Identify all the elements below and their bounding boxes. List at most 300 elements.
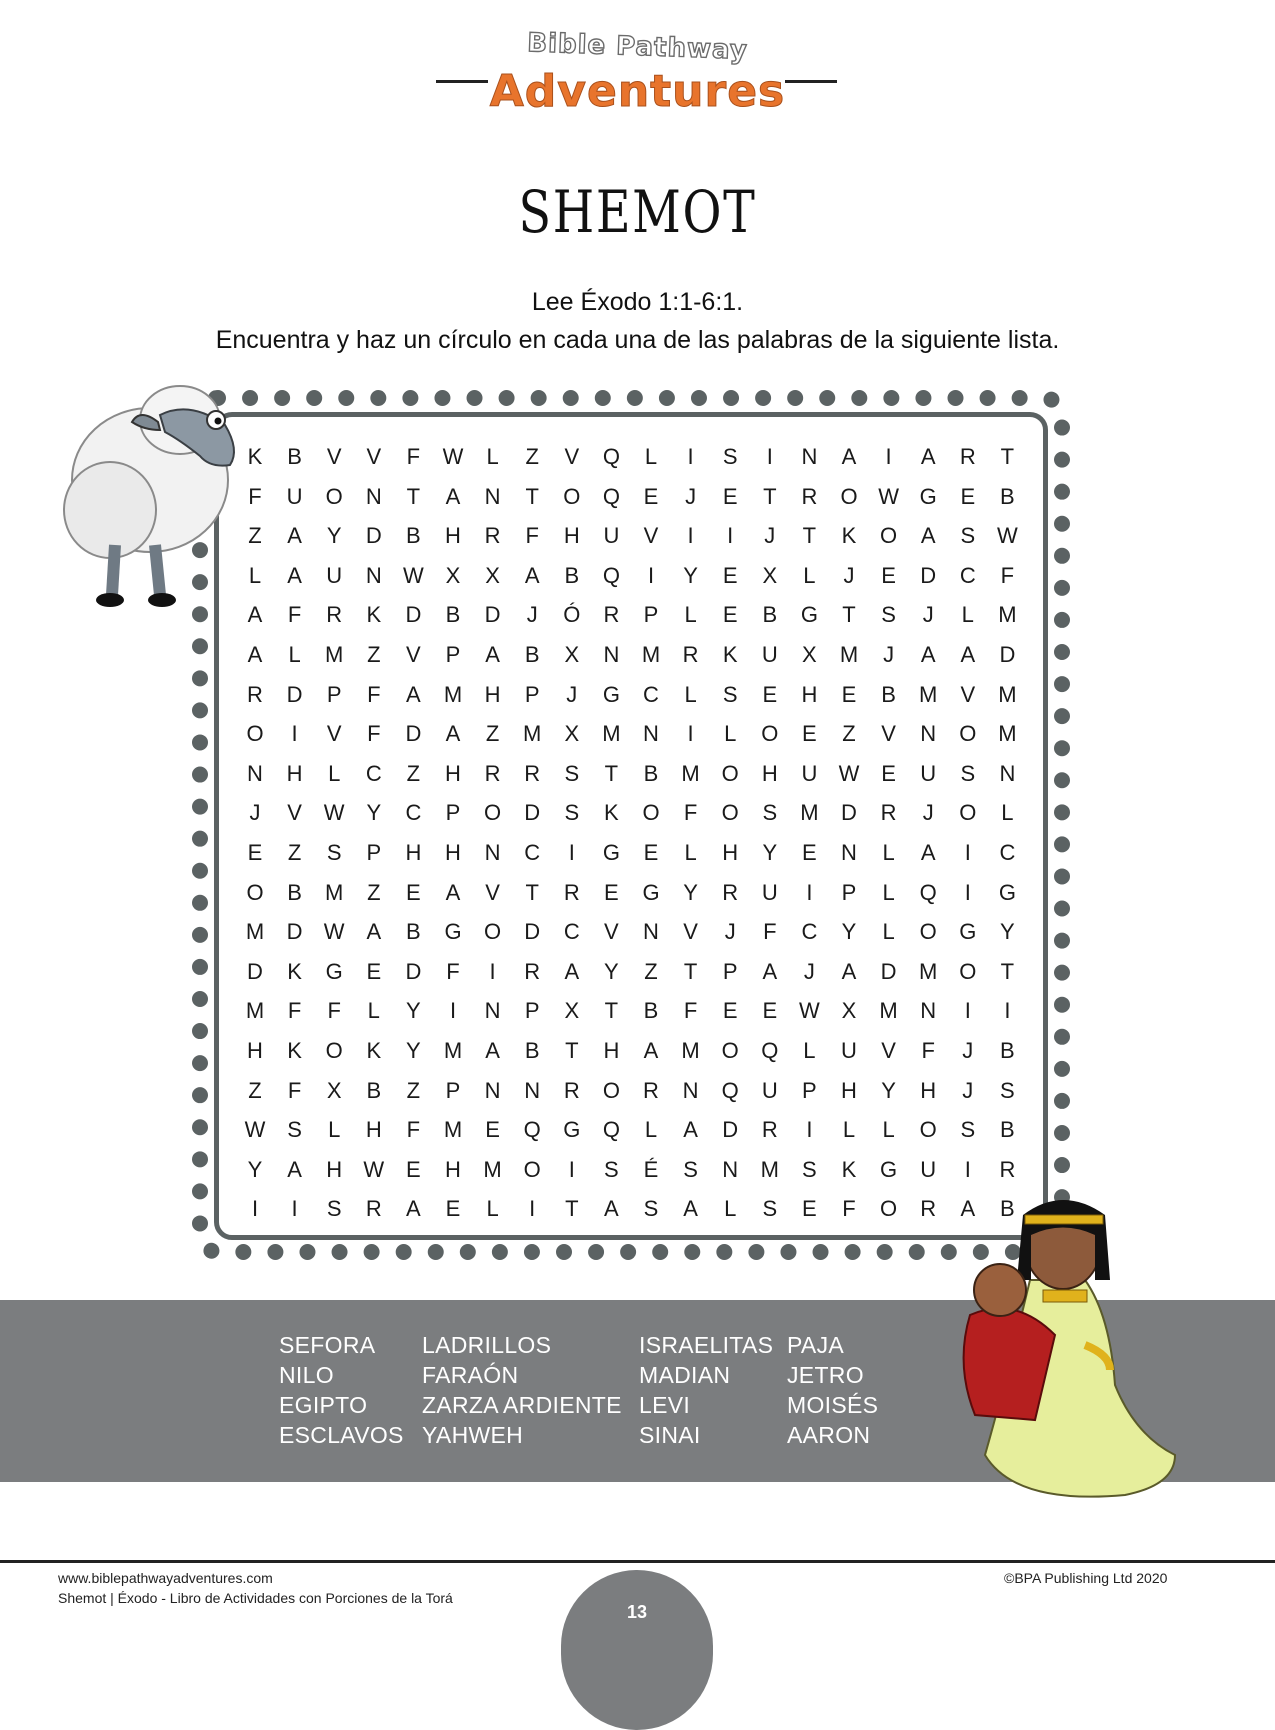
grid-letter[interactable]: K — [247, 444, 263, 469]
grid-letter[interactable]: X — [802, 642, 817, 667]
grid-letter[interactable]: L — [367, 998, 380, 1024]
grid-letter[interactable]: L — [724, 1196, 737, 1222]
grid-letter[interactable]: P — [524, 681, 540, 707]
grid-letter[interactable]: L — [248, 562, 262, 588]
grid-letter[interactable]: X — [564, 998, 580, 1024]
grid-letter[interactable]: Z — [406, 1077, 421, 1103]
grid-letter[interactable]: O — [880, 523, 898, 549]
grid-letter[interactable]: H — [484, 681, 501, 707]
grid-letter[interactable]: R — [247, 681, 263, 707]
grid-letter[interactable]: R — [524, 760, 541, 786]
grid-letter[interactable]: B — [1000, 1038, 1015, 1063]
grid-letter[interactable]: K — [841, 523, 857, 549]
grid-letter[interactable]: S — [960, 523, 976, 549]
grid-letter[interactable]: C — [524, 840, 541, 865]
grid-letter[interactable]: L — [644, 1117, 658, 1143]
grid-letter[interactable]: B — [445, 602, 461, 628]
grid-letter[interactable]: V — [406, 642, 421, 667]
grid-letter[interactable]: Z — [367, 642, 381, 667]
grid-letter[interactable]: T — [683, 958, 698, 984]
grid-letter[interactable]: A — [406, 1196, 421, 1222]
grid-letter[interactable]: M — [325, 642, 344, 667]
grid-letter[interactable]: E — [722, 602, 738, 628]
grid-letter[interactable]: K — [287, 958, 302, 984]
grid-letter[interactable]: N — [841, 840, 857, 865]
grid-letter[interactable]: S — [326, 1196, 342, 1222]
grid-letter[interactable]: C — [405, 800, 422, 826]
grid-letter[interactable]: X — [564, 642, 580, 667]
grid-letter[interactable]: D — [286, 681, 303, 707]
grid-letter[interactable]: E — [485, 1117, 500, 1143]
grid-letter[interactable]: S — [683, 1156, 698, 1182]
grid-letter[interactable]: B — [287, 444, 302, 469]
grid-letter[interactable]: E — [643, 840, 659, 865]
grid-letter[interactable]: T — [802, 523, 817, 549]
grid-letter[interactable]: R — [484, 760, 501, 786]
grid-letter[interactable]: F — [287, 602, 302, 628]
grid-letter[interactable]: Q — [602, 562, 620, 588]
grid-letter[interactable]: S — [762, 800, 778, 826]
grid-letter[interactable]: G — [800, 602, 818, 628]
grid-letter[interactable]: M — [245, 998, 265, 1024]
grid-letter[interactable]: F — [446, 958, 460, 984]
grid-letter[interactable]: X — [326, 1077, 342, 1103]
grid-letter[interactable]: R — [722, 879, 739, 905]
grid-letter[interactable]: A — [445, 721, 461, 747]
grid-letter[interactable]: A — [920, 642, 936, 667]
grid-letter[interactable]: S — [802, 1156, 817, 1182]
grid-letter[interactable]: Y — [366, 800, 382, 826]
grid-letter[interactable]: M — [245, 919, 265, 945]
grid-letter[interactable]: Z — [406, 760, 421, 786]
grid-letter[interactable]: A — [524, 562, 540, 588]
grid-letter[interactable]: M — [443, 1117, 463, 1143]
grid-letter[interactable]: R — [563, 879, 580, 905]
grid-letter[interactable]: I — [568, 1156, 575, 1182]
grid-letter[interactable]: H — [445, 1156, 461, 1182]
grid-letter[interactable]: Z — [367, 879, 381, 905]
grid-letter[interactable]: O — [484, 919, 502, 945]
grid-letter[interactable]: H — [247, 1038, 263, 1063]
grid-letter[interactable]: L — [328, 760, 341, 786]
grid-letter[interactable]: D — [920, 562, 937, 588]
grid-letter[interactable]: V — [881, 721, 896, 747]
grid-letter[interactable]: V — [326, 444, 342, 469]
grid-letter[interactable]: N — [484, 840, 501, 865]
grid-letter[interactable]: B — [564, 562, 580, 588]
grid-letter[interactable]: U — [286, 483, 303, 509]
grid-letter[interactable]: L — [644, 444, 658, 469]
grid-letter[interactable]: I — [687, 721, 694, 747]
grid-letter[interactable]: I — [687, 523, 694, 549]
grid-letter[interactable]: R — [643, 1077, 659, 1103]
grid-letter[interactable]: R — [603, 602, 620, 628]
grid-letter[interactable]: A — [762, 958, 778, 984]
grid-letter[interactable]: Y — [326, 523, 342, 549]
grid-letter[interactable]: K — [366, 602, 382, 628]
grid-letter[interactable]: A — [841, 958, 857, 984]
grid-letter[interactable]: F — [248, 483, 262, 509]
grid-letter[interactable]: I — [568, 840, 575, 865]
grid-letter[interactable]: H — [841, 1077, 857, 1103]
grid-letter[interactable]: J — [843, 562, 855, 588]
grid-letter[interactable]: B — [1000, 1117, 1015, 1143]
grid-letter[interactable]: Ó — [563, 602, 581, 628]
grid-letter[interactable]: P — [722, 958, 738, 984]
grid-letter[interactable]: S — [643, 1196, 659, 1222]
grid-letter[interactable]: Z — [287, 840, 302, 865]
grid-letter[interactable]: L — [882, 919, 895, 945]
grid-letter[interactable]: M — [919, 958, 938, 984]
grid-letter[interactable]: Y — [762, 840, 778, 865]
grid-letter[interactable]: A — [841, 444, 857, 469]
grid-letter[interactable]: S — [960, 760, 976, 786]
grid-letter[interactable]: O — [721, 1038, 739, 1063]
grid-letter[interactable]: B — [643, 760, 659, 786]
grid-letter[interactable]: E — [841, 681, 857, 707]
grid-letter[interactable]: Z — [842, 721, 856, 747]
grid-letter[interactable]: W — [997, 523, 1018, 549]
grid-letter[interactable]: R — [326, 602, 343, 628]
grid-letter[interactable]: O — [761, 721, 779, 747]
grid-letter[interactable]: R — [365, 1196, 382, 1222]
grid-letter[interactable]: M — [483, 1156, 502, 1182]
grid-letter[interactable]: Q — [602, 444, 620, 469]
grid-letter[interactable]: V — [683, 919, 698, 945]
grid-letter[interactable]: L — [486, 444, 499, 469]
grid-letter[interactable]: F — [367, 681, 381, 707]
grid-letter[interactable]: A — [247, 602, 263, 628]
grid-letter[interactable]: H — [405, 840, 422, 865]
grid-letter[interactable]: U — [761, 642, 778, 667]
grid-letter[interactable]: F — [367, 721, 381, 747]
grid-letter[interactable]: G — [444, 919, 462, 945]
grid-letter[interactable]: I — [766, 444, 773, 469]
grid-letter[interactable]: J — [962, 1077, 974, 1103]
grid-letter[interactable]: E — [802, 1196, 817, 1222]
grid-letter[interactable]: E — [604, 879, 619, 905]
grid-letter[interactable]: W — [323, 800, 345, 826]
grid-letter[interactable]: R — [682, 642, 699, 667]
grid-letter[interactable]: N — [247, 760, 263, 786]
grid-letter[interactable]: D — [999, 642, 1016, 667]
grid-letter[interactable]: H — [445, 840, 461, 865]
grid-letter[interactable]: A — [445, 879, 461, 905]
grid-letter[interactable]: D — [722, 1117, 739, 1143]
grid-letter[interactable]: A — [920, 523, 936, 549]
grid-letter[interactable]: J — [249, 800, 261, 826]
grid-letter[interactable]: J — [803, 958, 815, 984]
grid-letter[interactable]: L — [724, 721, 737, 747]
grid-letter[interactable]: C — [801, 919, 818, 945]
grid-letter[interactable]: J — [962, 1038, 974, 1063]
grid-letter[interactable]: O — [563, 483, 581, 509]
grid-letter[interactable]: Z — [248, 1077, 262, 1103]
grid-letter[interactable]: F — [763, 919, 777, 945]
grid-letter[interactable]: Q — [523, 1117, 541, 1143]
grid-letter[interactable]: B — [762, 602, 778, 628]
grid-letter[interactable]: O — [880, 1196, 898, 1222]
grid-letter[interactable]: L — [288, 642, 301, 667]
grid-letter[interactable]: K — [604, 800, 619, 826]
grid-letter[interactable]: A — [683, 1196, 698, 1222]
grid-letter[interactable]: P — [841, 879, 857, 905]
grid-letter[interactable]: T — [842, 602, 856, 628]
grid-letter[interactable]: A — [683, 1117, 698, 1143]
grid-letter[interactable]: Y — [683, 562, 698, 588]
grid-letter[interactable]: P — [445, 642, 461, 667]
grid-letter[interactable]: N — [801, 444, 818, 469]
grid-letter[interactable]: O — [246, 879, 264, 905]
grid-letter[interactable]: O — [959, 958, 977, 984]
grid-letter[interactable]: T — [763, 483, 777, 509]
grid-letter[interactable]: J — [764, 523, 776, 549]
grid-letter[interactable]: O — [919, 919, 937, 945]
grid-letter[interactable]: H — [445, 523, 461, 549]
grid-letter[interactable]: Q — [761, 1038, 779, 1063]
grid-letter[interactable]: L — [842, 1117, 856, 1143]
grid-letter[interactable]: M — [681, 1038, 700, 1063]
grid-letter[interactable]: I — [291, 721, 298, 747]
grid-letter[interactable]: N — [365, 562, 382, 588]
grid-letter[interactable]: M — [325, 879, 344, 905]
grid-letter[interactable]: C — [999, 840, 1016, 865]
grid-letter[interactable]: I — [885, 444, 892, 469]
grid-letter[interactable]: F — [683, 800, 698, 826]
grid-letter[interactable]: W — [799, 998, 820, 1024]
grid-letter[interactable]: O — [919, 1117, 937, 1143]
grid-letter[interactable]: I — [806, 879, 813, 905]
grid-letter[interactable]: S — [762, 1196, 778, 1222]
grid-letter[interactable]: V — [564, 444, 580, 469]
grid-letter[interactable]: J — [883, 642, 895, 667]
grid-letter[interactable]: T — [1000, 958, 1015, 984]
grid-letter[interactable]: W — [244, 1117, 266, 1143]
grid-letter[interactable]: O — [721, 760, 739, 786]
grid-letter[interactable]: E — [762, 998, 778, 1024]
grid-letter[interactable]: Y — [247, 1156, 263, 1182]
grid-letter[interactable]: A — [604, 1196, 619, 1222]
grid-letter[interactable]: U — [920, 760, 937, 786]
grid-letter[interactable]: G — [642, 879, 660, 905]
grid-letter[interactable]: F — [406, 444, 421, 469]
grid-letter[interactable]: Y — [1000, 919, 1015, 945]
grid-letter[interactable]: Q — [602, 483, 620, 509]
grid-letter[interactable]: H — [801, 681, 818, 707]
grid-letter[interactable]: F — [683, 998, 698, 1024]
grid-letter[interactable]: U — [761, 1077, 778, 1103]
grid-letter[interactable]: F — [1000, 562, 1015, 588]
grid-letter[interactable]: A — [287, 523, 302, 549]
grid-letter[interactable]: A — [960, 1196, 976, 1222]
grid-letter[interactable]: N — [484, 483, 501, 509]
grid-letter[interactable]: K — [841, 1156, 857, 1182]
grid-letter[interactable]: E — [445, 1196, 461, 1222]
grid-letter[interactable]: D — [286, 919, 303, 945]
grid-letter[interactable]: H — [563, 523, 580, 549]
grid-letter[interactable]: H — [603, 1038, 620, 1063]
grid-letter[interactable]: K — [287, 1038, 302, 1063]
grid-letter[interactable]: U — [761, 879, 778, 905]
grid-letter[interactable]: L — [328, 1117, 341, 1143]
grid-letter[interactable]: J — [526, 602, 538, 628]
grid-letter[interactable]: A — [247, 642, 263, 667]
grid-letter[interactable]: O — [840, 483, 858, 509]
grid-letter[interactable]: D — [405, 602, 422, 628]
grid-letter[interactable]: B — [287, 879, 302, 905]
grid-letter[interactable]: A — [287, 562, 302, 588]
grid-letter[interactable]: B — [524, 1038, 540, 1063]
grid-letter[interactable]: F — [406, 1117, 421, 1143]
grid-letter[interactable]: D — [524, 919, 541, 945]
grid-letter[interactable]: R — [524, 958, 541, 984]
grid-letter[interactable]: V — [326, 721, 342, 747]
grid-letter[interactable]: Z — [644, 958, 658, 984]
grid-letter[interactable]: I — [251, 1196, 259, 1222]
grid-letter[interactable]: J — [566, 681, 578, 707]
grid-letter[interactable]: Y — [881, 1077, 896, 1103]
grid-letter[interactable]: Y — [406, 1038, 421, 1063]
grid-letter[interactable]: B — [643, 998, 659, 1024]
grid-letter[interactable]: I — [291, 1196, 298, 1222]
grid-letter[interactable]: N — [643, 721, 659, 747]
grid-letter[interactable]: M — [602, 721, 621, 747]
grid-letter[interactable]: F — [842, 1196, 856, 1222]
grid-letter[interactable]: M — [839, 642, 859, 667]
grid-letter[interactable]: Q — [721, 1077, 739, 1103]
grid-letter[interactable]: A — [960, 642, 976, 667]
grid-letter[interactable]: E — [762, 681, 778, 707]
grid-letter[interactable]: É — [643, 1156, 659, 1182]
grid-letter[interactable]: X — [762, 562, 778, 588]
grid-letter[interactable]: O — [484, 800, 502, 826]
grid-letter[interactable]: W — [363, 1156, 385, 1182]
grid-letter[interactable]: W — [323, 919, 345, 945]
grid-letter[interactable]: A — [366, 919, 382, 945]
grid-letter[interactable]: L — [882, 840, 895, 865]
grid-letter[interactable]: L — [486, 1196, 499, 1222]
grid-letter[interactable]: T — [406, 483, 421, 509]
grid-letter[interactable]: P — [326, 681, 342, 707]
grid-letter[interactable]: X — [485, 562, 500, 588]
grid-letter[interactable]: N — [682, 1077, 699, 1103]
grid-letter[interactable]: S — [287, 1117, 302, 1143]
grid-letter[interactable]: C — [959, 562, 976, 588]
grid-letter[interactable]: M — [919, 681, 938, 707]
grid-letter[interactable]: I — [687, 444, 694, 469]
grid-letter[interactable]: M — [879, 998, 898, 1024]
grid-letter[interactable]: H — [920, 1077, 937, 1103]
grid-letter[interactable]: I — [727, 523, 734, 549]
grid-letter[interactable]: L — [803, 1038, 816, 1063]
grid-letter[interactable]: P — [643, 602, 659, 628]
grid-letter[interactable]: M — [641, 642, 661, 667]
grid-letter[interactable]: T — [604, 998, 619, 1024]
grid-letter[interactable]: F — [287, 1077, 302, 1103]
grid-letter[interactable]: N — [722, 1156, 739, 1182]
grid-letter[interactable]: G — [880, 1156, 898, 1182]
grid-letter[interactable]: A — [643, 1038, 659, 1063]
grid-letter[interactable]: R — [880, 800, 897, 826]
grid-letter[interactable]: X — [445, 562, 461, 588]
grid-letter[interactable]: A — [445, 483, 461, 509]
grid-letter[interactable]: S — [604, 1156, 619, 1182]
grid-letter[interactable]: R — [563, 1077, 580, 1103]
grid-letter[interactable]: C — [563, 919, 580, 945]
grid-letter[interactable]: P — [366, 840, 382, 865]
grid-letter[interactable]: B — [406, 523, 421, 549]
grid-letter[interactable]: G — [998, 879, 1016, 905]
grid-letter[interactable]: E — [802, 721, 817, 747]
grid-letter[interactable]: E — [247, 840, 263, 865]
grid-letter[interactable]: L — [684, 602, 697, 628]
grid-letter[interactable]: A — [920, 444, 936, 469]
grid-letter[interactable]: N — [484, 1077, 501, 1103]
grid-letter[interactable]: B — [1000, 1196, 1015, 1222]
grid-letter[interactable]: O — [325, 483, 343, 509]
grid-letter[interactable]: B — [881, 681, 896, 707]
grid-letter[interactable]: T — [604, 760, 619, 786]
grid-letter[interactable]: Y — [683, 879, 698, 905]
grid-letter[interactable]: I — [964, 1156, 971, 1182]
grid-letter[interactable]: P — [445, 1077, 461, 1103]
grid-letter[interactable]: P — [445, 800, 461, 826]
grid-letter[interactable]: E — [366, 958, 382, 984]
grid-letter[interactable]: N — [484, 998, 501, 1024]
grid-letter[interactable]: N — [643, 919, 659, 945]
grid-letter[interactable]: E — [722, 483, 738, 509]
grid-letter[interactable]: V — [366, 444, 382, 469]
grid-letter[interactable]: Q — [602, 1117, 620, 1143]
grid-letter[interactable]: C — [643, 681, 659, 707]
grid-letter[interactable]: G — [959, 919, 977, 945]
grid-letter[interactable]: A — [485, 1038, 500, 1063]
grid-letter[interactable]: W — [878, 483, 899, 509]
grid-letter[interactable]: N — [920, 721, 937, 747]
grid-letter[interactable]: M — [443, 681, 463, 707]
grid-letter[interactable]: O — [642, 800, 660, 826]
grid-letter[interactable]: S — [326, 840, 342, 865]
grid-letter[interactable]: P — [802, 1077, 817, 1103]
grid-letter[interactable]: R — [761, 1117, 778, 1143]
grid-letter[interactable]: T — [1000, 444, 1015, 469]
grid-letter[interactable]: V — [881, 1038, 896, 1063]
grid-letter[interactable]: H — [761, 760, 778, 786]
grid-letter[interactable]: A — [920, 840, 936, 865]
grid-letter[interactable]: M — [998, 721, 1017, 747]
grid-letter[interactable]: M — [800, 800, 819, 826]
grid-letter[interactable]: T — [565, 1196, 579, 1222]
grid-letter[interactable]: D — [484, 602, 501, 628]
grid-letter[interactable]: A — [564, 958, 580, 984]
grid-letter[interactable]: I — [489, 958, 496, 984]
grid-letter[interactable]: A — [406, 681, 421, 707]
grid-letter[interactable]: I — [449, 998, 457, 1024]
grid-letter[interactable]: E — [722, 562, 738, 588]
grid-letter[interactable]: D — [841, 800, 857, 826]
grid-letter[interactable]: R — [484, 523, 501, 549]
grid-letter[interactable]: S — [1000, 1077, 1015, 1103]
grid-letter[interactable]: D — [247, 958, 263, 984]
grid-letter[interactable]: E — [406, 879, 421, 905]
grid-letter[interactable]: V — [485, 879, 500, 905]
grid-letter[interactable]: V — [604, 919, 619, 945]
grid-letter[interactable]: W — [442, 444, 464, 469]
grid-letter[interactable]: C — [365, 760, 382, 786]
grid-letter[interactable]: D — [405, 958, 422, 984]
grid-letter[interactable]: U — [920, 1156, 937, 1182]
grid-letter[interactable]: J — [724, 919, 736, 945]
